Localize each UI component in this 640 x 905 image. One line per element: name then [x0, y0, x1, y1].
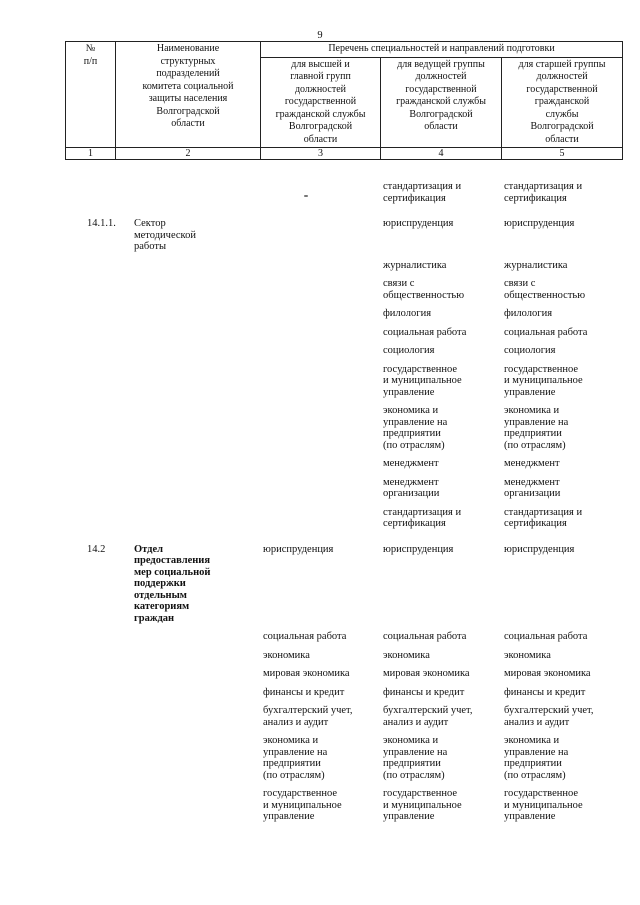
cell-leading-group: менеджмент организации [383, 476, 440, 499]
cell-highest-group: экономика [263, 649, 310, 661]
cell-highest-group: мировая экономика [263, 668, 350, 679]
table-row [65, 477, 622, 507]
cell-senior-group: связи с общественностью [504, 278, 586, 301]
row-unit-name [132, 278, 260, 308]
cell-highest-group: бухгалтерский учет, анализ и аудит [263, 705, 353, 728]
row-unit-name: Отдел предоставления мер социальной поддержки отдельным категориям граждан [134, 543, 211, 624]
cell-highest-group [260, 477, 380, 507]
cell-senior-group: стандартизация и сертификация [504, 181, 583, 204]
header-col-group: Перечень специальностей и направлений подготовки [261, 42, 623, 58]
column-number: 5 [502, 148, 623, 160]
row-unit-name [132, 345, 260, 364]
cell-highest-group [260, 278, 380, 308]
header-col-highest: для высшей и главной групп должностей государственной гражданской службы Волгоградской области [261, 57, 381, 148]
table-row [65, 687, 622, 706]
cell-leading-group: стандартизация и сертификация [383, 506, 462, 529]
header-col-number: № п/п [66, 42, 116, 148]
row-code [65, 345, 132, 364]
row-unit-name [132, 181, 260, 218]
row-unit-name [132, 405, 260, 458]
row-code: 14.1.1. [87, 218, 116, 229]
cell-leading-group: юриспруденция [383, 543, 454, 555]
table-row [65, 405, 622, 458]
cell-leading-group: менеджмент [383, 458, 439, 469]
cell-highest-group [260, 345, 380, 364]
page-number: 9 [317, 30, 323, 41]
cell-leading-group: филология [383, 308, 432, 319]
cell-highest-group [260, 405, 380, 458]
row-code [65, 458, 132, 477]
row-code [65, 788, 132, 830]
table-row [65, 507, 622, 544]
row-code [65, 308, 132, 327]
row-code [65, 327, 132, 346]
cell-leading-group: связи с общественностью [383, 278, 465, 301]
row-code [65, 405, 132, 458]
table-header [65, 41, 623, 160]
table-row [65, 668, 622, 687]
cell-senior-group: государственное и муниципальное управление [504, 788, 583, 822]
row-unit-name [132, 735, 260, 788]
cell-leading-group: государственное и муниципальное управление [383, 363, 462, 398]
row-unit-name [132, 308, 260, 327]
table-row [65, 364, 622, 406]
row-code: 14.2 [87, 543, 106, 555]
cell-highest-group [260, 260, 380, 279]
row-unit-name [132, 477, 260, 507]
header-col-leading: для ведущей группы должностей государственной гражданской службы Волгоградской области [381, 57, 502, 148]
cell-leading-group: экономика [383, 649, 430, 661]
table-row [65, 218, 622, 260]
row-code [65, 260, 132, 279]
cell-highest-group: социальная работа [263, 631, 347, 642]
cell-highest-group [260, 218, 380, 260]
row-code [65, 735, 132, 788]
table-row [65, 345, 622, 364]
row-code [65, 631, 132, 650]
column-number: 4 [381, 148, 502, 160]
table-row [65, 650, 622, 669]
row-code [65, 687, 132, 706]
table-row [65, 308, 622, 327]
table-row [65, 458, 622, 477]
cell-leading-group: социальная работа [383, 326, 467, 338]
cell-senior-group: государственное и муниципальное управление [504, 363, 583, 398]
row-unit-name: Сектор методической работы [134, 218, 196, 252]
cell-senior-group: бухгалтерский учет, анализ и аудит [504, 705, 594, 728]
row-code [65, 278, 132, 308]
cell-highest-group [260, 364, 380, 406]
cell-senior-group: экономика и управление на предприятии (по отраслям) [504, 735, 569, 781]
cell-leading-group: экономика и управление на предприятии (по отраслям) [383, 405, 448, 451]
cell-leading-group: журналистика [383, 259, 447, 271]
cell-senior-group: юриспруденция [504, 218, 575, 229]
row-unit-name [132, 650, 260, 669]
cell-leading-group: финансы и кредит [383, 686, 465, 698]
row-code [65, 364, 132, 406]
cell-leading-group: государственное и муниципальное управление [383, 788, 462, 822]
header-col-name: Наименование структурных подразделений комитета социальной защиты населения Волгоградской области [116, 42, 261, 148]
cell-leading-group: социология [383, 345, 435, 356]
cell-leading-group: бухгалтерский учет, анализ и аудит [383, 705, 473, 728]
row-code [65, 650, 132, 669]
cell-highest-group [260, 507, 380, 544]
cell-highest-group [260, 181, 380, 218]
cell-senior-group: мировая экономика [504, 668, 591, 679]
row-code [65, 668, 132, 687]
cell-leading-group: мировая экономика [383, 668, 470, 679]
row-unit-name [132, 260, 260, 279]
table-row [65, 788, 622, 830]
row-code [65, 705, 132, 735]
cell-highest-group [260, 327, 380, 346]
cell-senior-group: стандартизация и сертификация [504, 506, 583, 529]
column-number: 2 [116, 148, 261, 160]
cell-leading-group: экономика и управление на предприятии (по отраслям) [383, 735, 448, 781]
cell-leading-group: стандартизация и сертификация [383, 181, 462, 204]
table-row [65, 705, 622, 735]
cell-highest-group [260, 308, 380, 327]
cell-leading-group: юриспруденция [383, 218, 454, 229]
row-unit-name [132, 687, 260, 706]
cell-senior-group: менеджмент [504, 458, 560, 469]
cell-senior-group: социология [504, 345, 556, 356]
cell-leading-group: социальная работа [383, 631, 467, 642]
row-code [65, 507, 132, 544]
row-unit-name [132, 364, 260, 406]
cell-highest-group: экономика и управление на предприятии (по отраслям) [263, 735, 328, 781]
table-row [65, 631, 622, 650]
row-unit-name [132, 631, 260, 650]
cell-highest-group: государственное и муниципальное управление [263, 788, 342, 822]
table-row [65, 327, 622, 346]
table-row [65, 278, 622, 308]
row-unit-name [132, 327, 260, 346]
table-row [65, 260, 622, 279]
row-unit-name [132, 705, 260, 735]
specialties-table [65, 181, 622, 830]
cell-senior-group: менеджмент организации [504, 476, 561, 499]
cell-senior-group: социальная работа [504, 326, 588, 338]
row-unit-name [132, 668, 260, 687]
cell-highest-group: финансы и кредит [263, 686, 345, 698]
cell-highest-group [260, 458, 380, 477]
cell-senior-group: финансы и кредит [504, 686, 586, 698]
column-number: 1 [66, 148, 116, 160]
row-unit-name [132, 507, 260, 544]
table-row [65, 735, 622, 788]
row-code [65, 477, 132, 507]
table-row [65, 544, 622, 632]
column-number: 3 [261, 148, 381, 160]
row-unit-name [132, 788, 260, 830]
header-col-senior: для старшей группы должностей государственной гражданской службы Волгоградской области [502, 57, 623, 148]
row-unit-name [132, 458, 260, 477]
cell-senior-group: экономика [504, 649, 551, 661]
table-row [65, 181, 622, 218]
cell-senior-group: филология [504, 308, 553, 319]
row-code [65, 181, 132, 218]
cell-senior-group: социальная работа [504, 631, 588, 642]
cell-highest-group: юриспруденция [263, 543, 334, 555]
cell-senior-group: юриспруденция [504, 543, 575, 555]
cell-senior-group: экономика и управление на предприятии (по отраслям) [504, 405, 569, 451]
cell-senior-group: журналистика [504, 259, 568, 271]
